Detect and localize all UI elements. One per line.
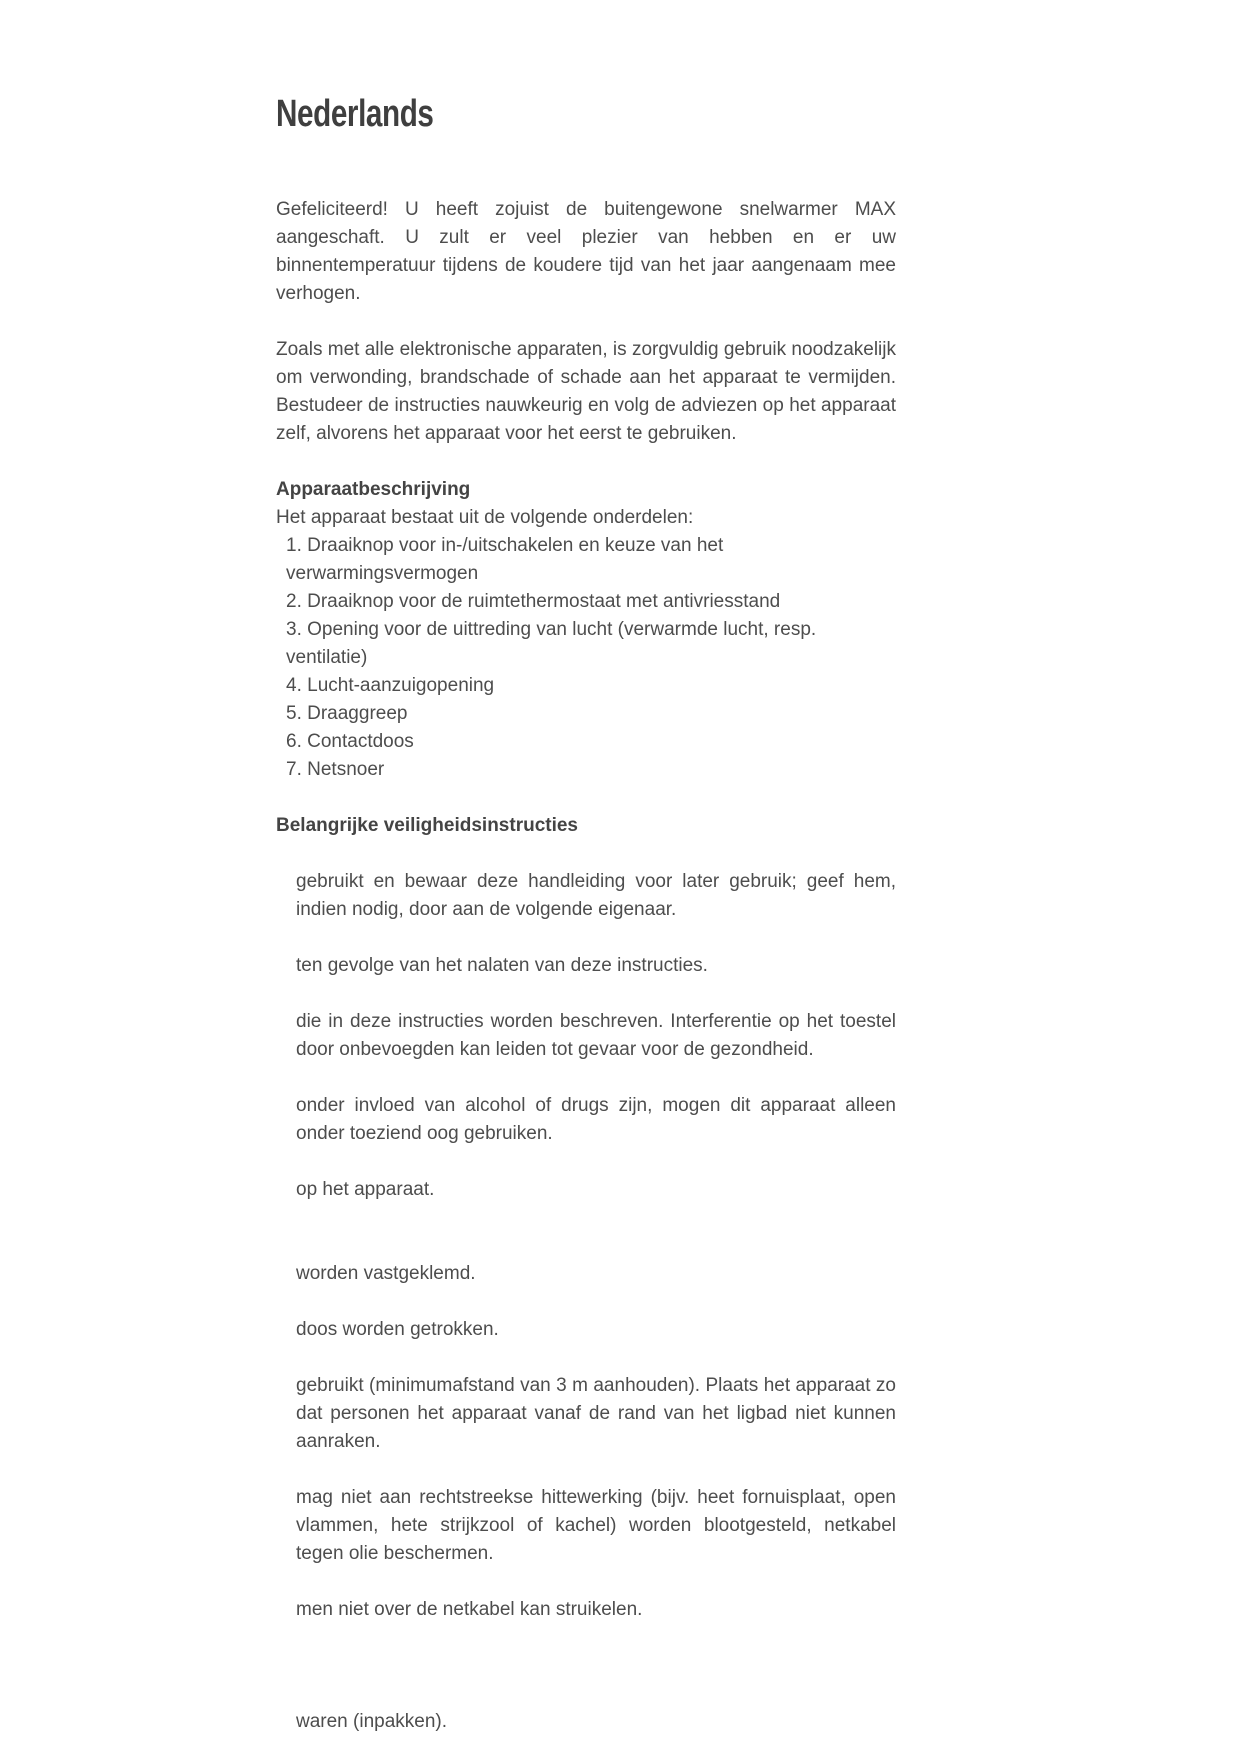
safety-item: onder invloed van alcohol of drugs zijn, mogen dit apparaat alleen onder toeziend oog gebruiken. <box>296 1095 896 1144</box>
list-item: 3. Opening voor de uittreding van lucht (verwarmde lucht, resp. ventilatie) <box>286 619 817 668</box>
list-item: 6. Contactdoos <box>286 731 414 752</box>
page-title: Nederlands <box>276 93 434 135</box>
safety-item: gebruikt en bewaar deze handleiding voor later gebruik; geef hem, indien nodig, door aan de volgende eigenaar. <box>296 871 896 920</box>
safety-item: ten gevolge van het nalaten van deze instructies. <box>296 955 708 976</box>
safety-intro-paragraph: Zoals met alle elektronische apparaten, is zorgvuldig gebruik noodzakelijk om verwonding, brandschade of schade aan het apparaat te vermijden. Bestudeer de instructies nauwkeurig en volg de adviezen op het apparaat zelf, alvorens het apparaat voor het eerst te gebruiken. <box>276 339 896 444</box>
safety-item: worden vastgeklemd. <box>296 1263 476 1284</box>
page-body <box>276 196 896 1764</box>
list-item: 2. Draaiknop voor de ruimtethermostaat met antivriesstand <box>286 591 781 612</box>
safety-list <box>276 868 896 1736</box>
intro-paragraph: Gefeliciteerd! U heeft zojuist de buitengewone snelwarmer MAX aangeschaft. U zult er veel plezier van hebben en er uw binnentemperatuur tijdens de koudere tijd van het jaar aangenaam mee verhogen. <box>276 199 896 304</box>
parts-list <box>276 532 896 784</box>
safety-item: gebruikt (minimumafstand van 3 m aanhouden). Plaats het apparaat zo dat personen het apparaat vanaf de rand van het ligbad niet kunnen aanraken. <box>296 1375 896 1452</box>
list-item: 5. Draaggreep <box>286 703 408 724</box>
safety-item: mag niet aan rechtstreekse hittewerking (bijv. heet fornuisplaat, open vlammen, hete strijkzool of kachel) worden blootgesteld, netkabel tegen olie beschermen. <box>296 1487 896 1564</box>
safety-item: op het apparaat. <box>296 1179 435 1200</box>
safety-item: waren (inpakken). <box>296 1711 448 1732</box>
description-heading: Apparaatbeschrijving <box>276 479 471 500</box>
list-item: 7. Netsnoer <box>286 759 385 780</box>
list-item: 4. Lucht-aanzuigopening <box>286 675 495 696</box>
list-item: 1. Draaiknop voor in-/uitschakelen en keuze van het verwarmingsvermogen <box>286 535 724 584</box>
safety-item: doos worden getrokken. <box>296 1319 499 1340</box>
safety-item: men niet over de netkabel kan struikelen. <box>296 1599 643 1620</box>
safety-item: die in deze instructies worden beschreven. Interferentie op het toestel door onbevoegden kan leiden tot gevaar voor de gezondheid. <box>296 1011 896 1060</box>
safety-heading: Belangrijke veiligheidsinstructies <box>276 815 578 836</box>
description-intro: Het apparaat bestaat uit de volgende onderdelen: <box>276 507 694 528</box>
